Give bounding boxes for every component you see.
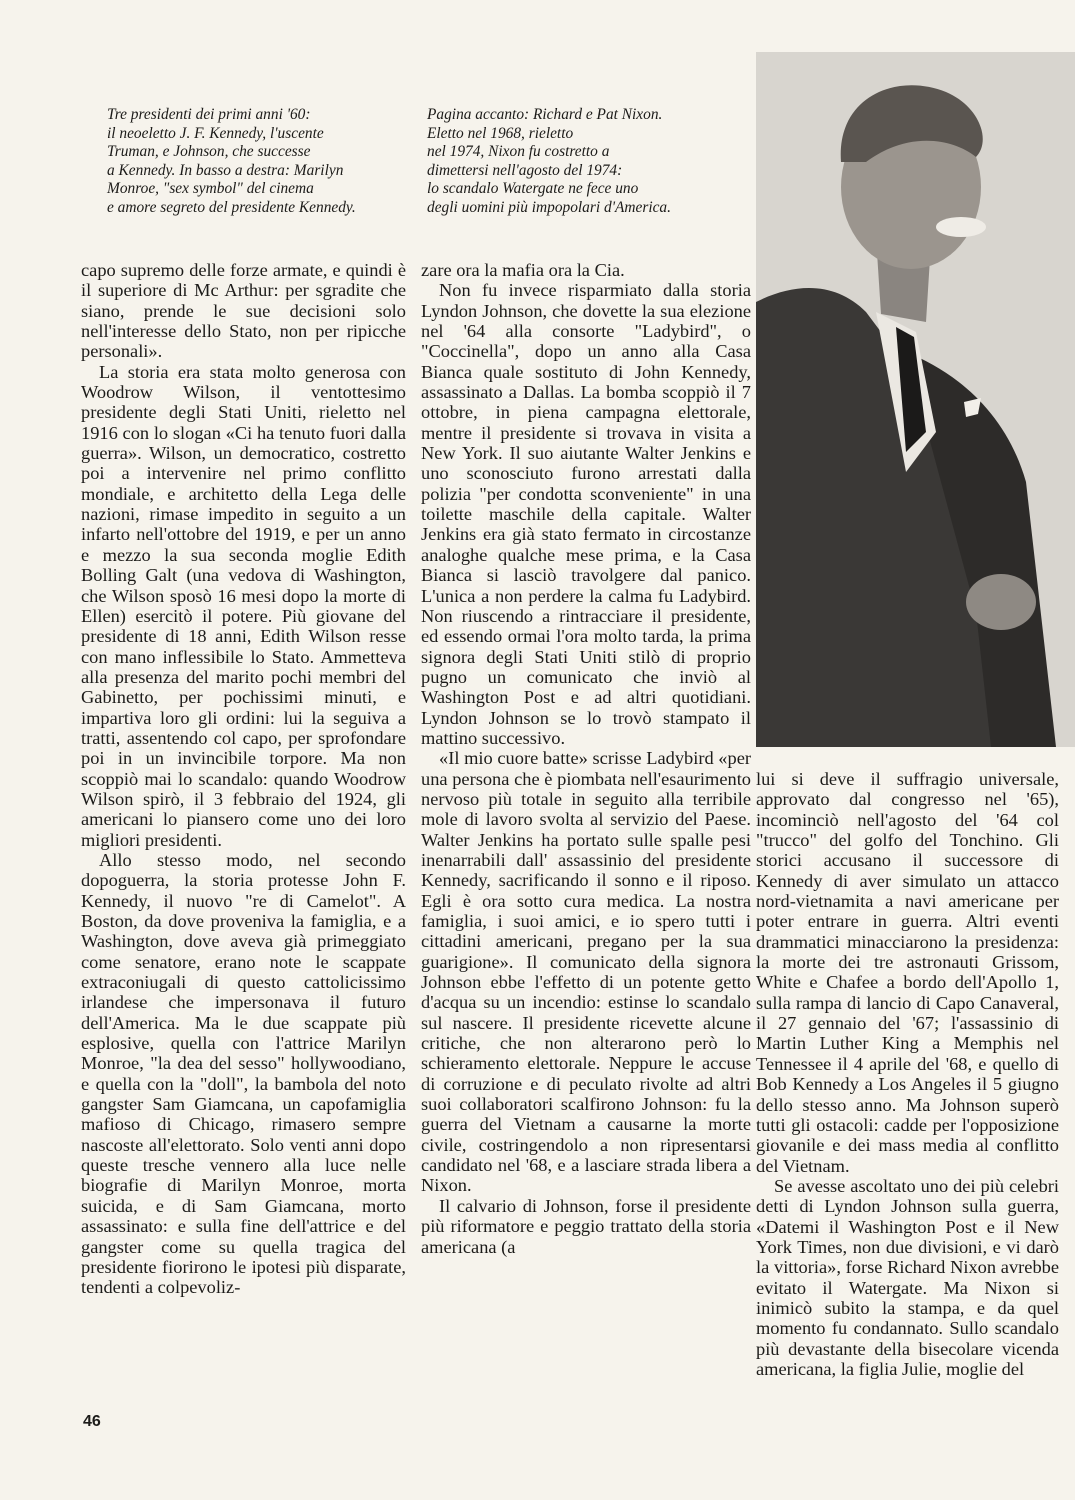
paragraph: capo supremo delle forze armate, e quindi è il superiore di Mc Arthur: per sgradite che siano, prende le sue decisioni solo nell'interesse dello Stato, non per ripicche personali».	[81, 260, 406, 362]
caption-middle: Pagina accanto: Richard e Pat Nixon. Eletto nel 1968, rieletto nel 1974, Nixon fu costretto a dimettersi nell'agosto del 1974: lo scandalo Watergate ne fece uno degli uomini più impopolari d'America.	[427, 106, 671, 216]
article-column-3	[756, 769, 1059, 1379]
paragraph: La storia era stata molto generosa con Woodrow Wilson, il ventottesimo presidente degli Stati Uniti, rieletto nel 1916 con lo slogan «Ci ha tenuto fuori dalla guerra». Wilson, un democratico, costretto poi a intervenire nel primo conflitto mondiale, e architetto della Lega delle nazioni, rimase impedito in seguito a un infarto nell'ottobre del 1919, e per un anno e mezzo la sua seconda moglie Edith Bolling Galt (una vedova di Washington, che Wilson sposò 16 mesi dopo la morte di Ellen) esercitò il potere. Più giovane del presidente di 18 anni, Edith Wilson resse con mano inflessibile lo Stato. Ammetteva alla presenza del marito pochi membri del Gabinetto, per pochissimi minuti, e impartiva loro gli ordini: lui la seguiva a tratti, assentendo col capo, per sprofondare poi in un invincibile torpore. Ma non scoppiò mai lo scandalo: quando Woodrow Wilson spirò, il 3 febbraio del 1924, gli americani lo piansero come uno dei loro migliori presidenti.	[81, 361, 406, 850]
paragraph: «Il mio cuore batte» scrisse Ladybird «per una persona che è piombata nell'esaurimento nervoso più totale in seguito alla terribile mole di lavoro svolta al servizio del Paese. Walter Jenkins ha portato sulle spalle pesi inenarrabili dall' assassinio del presidente Kennedy, sacrificando il sonno e il riposo. Egli è ora sotto cura medica. La nostra famiglia, i suoi amici, e io spero tutti i cittadini americani, pregano per la sua guarigione». Il comunicato della signora Johnson ebbe l'effetto di un potente getto d'acqua su un incendio: estinse lo scandalo sul nascere. Il presidente ricevette alcune critiche, che non alterarono però lo schieramento elettorale. Neppure le accuse di corruzione e di peculato rivolte ad altri suoi collaboratori scalfirono Johnson: fu la guerra del Vietnam a causarne la morte civile, costringendolo a non ripresentarsi candidato nel '68, e a lasciare strada libera a Nixon.	[421, 748, 751, 1196]
paragraph: Il calvario di Johnson, forse il presidente più riformatore e peggio trattato della storia americana (a	[421, 1195, 751, 1257]
paragraph: Se avesse ascoltato uno dei più celebri detti di Lyndon Johnson sulla guerra, «Datemi il Washington Post e il New York Times, non due divisioni, e vi darò la vittoria», forse Richard Nixon avrebbe evitato il Watergate. Ma Nixon si inimicò subito la stampa, e da quel momento fu condannato. Sullo scandalo più devastante della bisecolare vicenda americana, la figlia Julie, moglie del	[756, 1175, 1059, 1379]
article-column-1	[81, 260, 406, 1298]
caption-left: Tre presidenti dei primi anni '60: il neoeletto J. F. Kennedy, l'uscente Truman, e Johnson, che successe a Kennedy. In basso a destra: Marilyn Monroe, "sex symbol" del cinema e amore segreto del presidente Kennedy.	[107, 106, 356, 216]
paragraph: zare ora la mafia ora la Cia.	[421, 260, 625, 280]
paragraph: Allo stesso modo, nel secondo dopoguerra, la storia protesse John F. Kennedy, il nuovo "re di Camelot". A Boston, da dove proveniva la famiglia, e a Washington, dove aveva già primeggiato come senatore, erano note le scappate extraconiugali di questo cattolicissimo irlandese che impersonava il futuro dell'America. Ma le due scappate più esplosive, quella con l'attrice Marilyn Monroe, "la dea del sesso" hollywoodiano, e quella con la "doll", la bambola del noto gangster Sam Giamcana, un capofamiglia mafioso di Chicago, rimasero sempre nascoste all'elettorato. Solo venti anni dopo queste tresche vennero alla luce nelle biografie di Marilyn Monroe, morta suicida, e di Sam Giamcana, morto assassinato: e sulla fine dell'attrice e del gangster come su quella tragica del presidente fiorirono le ipotesi più disparate, tendenti a colpevoliz-	[81, 849, 406, 1298]
article-column-2	[421, 260, 751, 1257]
paragraph: lui si deve il suffragio universale, approvato dal congresso nel '65), incominciò nell'agosto del '64 col "trucco" del golfo del Tonchino. Gli storici accusano il successore di Kennedy di aver simulato un attacco nord-vietnamita a navi americane per poter entrare in guerra. Altri eventi drammatici minacciarono la presidenza: la morte dei tre astronauti Grissom, White e Chafee a bordo dell'Apollo 1, sulla rampa di lancio di Capo Canaveral, il 27 gennaio del '67; l'assassinio di Martin Luther King a Memphis nel Tennessee il 4 aprile del '68, e quello di Bob Kennedy a Los Angeles il 5 giugno dello stesso anno. Ma Johnson superò tutti gli ostacoli: cadde per l'opposizione giovanile e dei mass media al conflitto del Vietnam.	[756, 769, 1059, 1176]
page-number: 46	[83, 1413, 101, 1430]
paragraph: Non fu invece risparmiato dalla storia Lyndon Johnson, che dovette la sua elezione nel '64 alla consorte "Ladybird", o "Coccinella", dopo un anno alla Casa Bianca quale sostituto di John Kennedy, assassinato a Dallas. La bomba scoppiò il 7 ottobre, in piena campagna elettorale, mentre il presidente si trovava in visita a New York. Il suo aiutante Walter Jenkins e uno sconosciuto furono arrestati dalla polizia "per condotta sconveniente" in una toilette maschile della capitale. Walter Jenkins era già stato fermato in circostanze analoghe qualche mese prima, e la Casa Bianca si lasciò travolgere dal panico. L'unica a non perdere la calma fu Ladybird. Non riuscendo a rintracciare il presidente, ed essendo ormai l'ora molto tarda, la prima signora degli Stati Uniti stilò di proprio pugno un comunicato che inviò al Washington Post e ad altri quotidiani. Lyndon Johnson se lo trovò stampato il mattino successivo.	[421, 280, 751, 748]
kennedy-photo	[756, 52, 1075, 747]
